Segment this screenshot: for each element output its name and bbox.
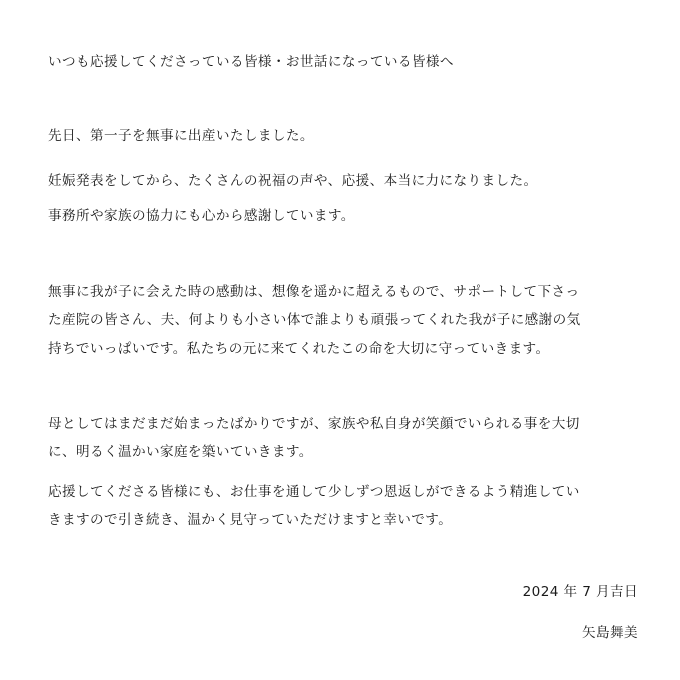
paragraph-2-line-1: 無事に我が子に会えた時の感動は、想像を遥かに超えるもので、サポートして下さっ [48, 284, 580, 300]
paragraph-1-line-2: 妊娠発表をしてから、たくさんの祝福の声や、応援、本当に力になりました。 [48, 173, 538, 189]
paragraph-1-line-1: 先日、第一子を無事に出産いたしました。 [48, 128, 314, 144]
paragraph-4-line-2: きますので引き続き、温かく見守っていただけますと幸いです。 [48, 512, 453, 528]
paragraph-3-line-2: に、明るく温かい家庭を築いていきます。 [48, 444, 313, 460]
paragraph-4-line-1: 応援してくださる皆様にも、お仕事を通して少しずつ恩返しができるよう精進してい [48, 484, 580, 500]
paragraph-1-line-3: 事務所や家族の協力にも心から感謝しています。 [48, 208, 355, 224]
paragraph-2-line-2: た産院の皆さん、夫、何よりも小さい体で誰よりも頑張ってくれた我が子に感謝の気 [48, 312, 581, 328]
paragraph-3-line-1: 母としてはまだまだ始まったばかりですが、家族や私自身が笑顔でいられる事を大切 [48, 416, 580, 432]
signature: 矢島舞美 [582, 625, 638, 641]
letter-date: 2024 年 7 月吉日 [522, 584, 638, 600]
salutation: いつも応援してくださっている皆様・お世話になっている皆様へ [48, 54, 454, 70]
paragraph-2-line-3: 持ちでいっぱいです。私たちの元に来てくれたこの命を大切に守っていきます。 [48, 341, 550, 357]
